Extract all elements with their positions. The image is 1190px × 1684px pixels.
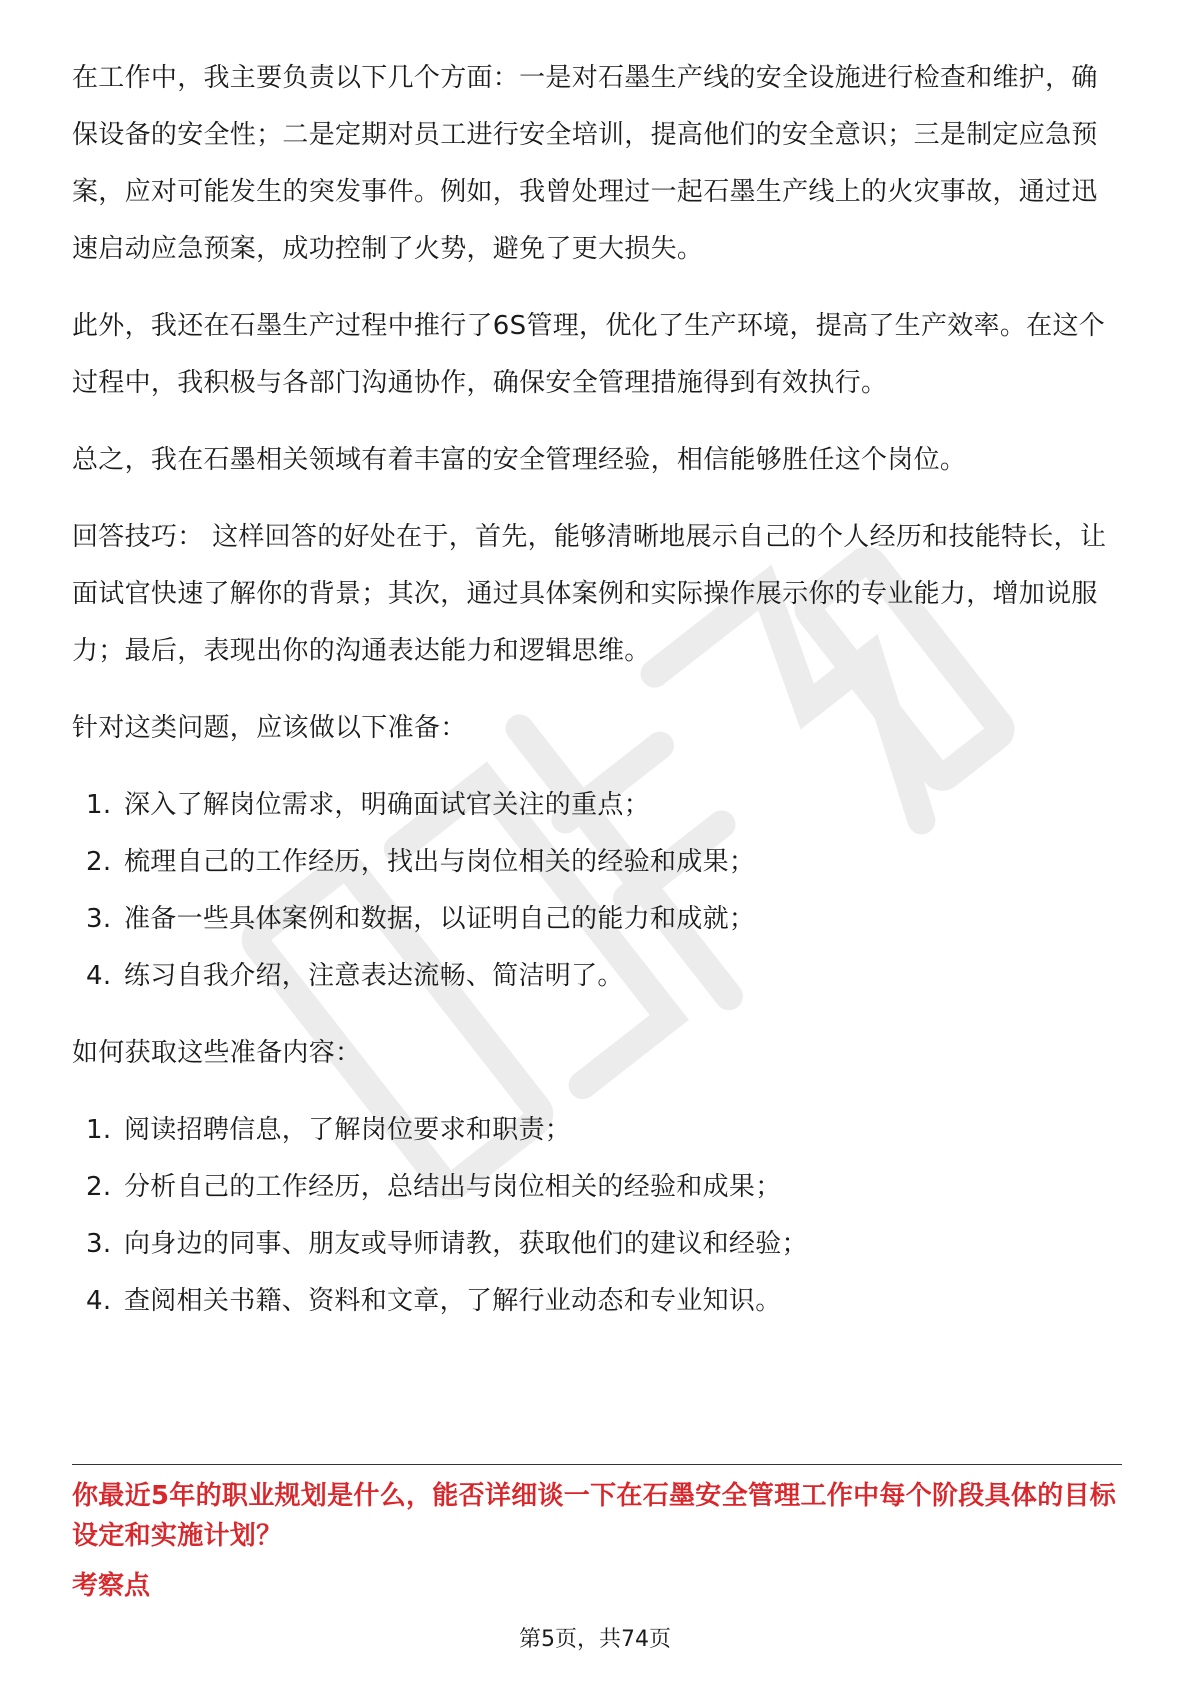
list-item: [72, 777, 1122, 834]
list-number: 4.: [86, 961, 112, 991]
list-item: [72, 834, 1122, 891]
list-number: 1.: [86, 790, 112, 820]
list-item: [72, 1216, 1122, 1273]
list-text: 查阅相关书籍、资料和文章，了解行业动态和专业知识。: [124, 1286, 782, 1316]
assessment-points-heading: 考察点: [72, 1571, 151, 1601]
list-number: 3.: [86, 904, 112, 934]
paragraph-how-to-heading: 如何获取这些准备内容：: [72, 1038, 362, 1068]
list-item: [72, 948, 1122, 1005]
list-text: 向身边的同事、朋友或导师请教，获取他们的建议和经验；: [124, 1229, 808, 1259]
list-text: 梳理自己的工作经历，找出与岗位相关的经验和成果；: [124, 847, 756, 877]
list-number: 3.: [86, 1229, 112, 1259]
list-number: 2.: [86, 1172, 112, 1202]
list-number: 2.: [86, 847, 112, 877]
list-item: [72, 891, 1122, 948]
paragraph-prep-heading: 针对这类问题，应该做以下准备：: [72, 713, 467, 743]
list-text: 阅读招聘信息，了解岗位要求和职责；: [124, 1115, 572, 1145]
list-text: 准备一些具体案例和数据，以证明自己的能力和成就；: [124, 904, 756, 934]
main-content: [72, 50, 1122, 1350]
paragraph-answer-tips: 回答技巧： 这样回答的好处在于，首先，能够清晰地展示自己的个人经历和技能特长，让面试官快速了解你的背景；其次，通过具体案例和实际操作展示你的专业能力，增加说服力；最后，表现出你的沟通表达能力和逻辑思维。: [72, 522, 1107, 666]
paragraph-6s-management: 此外，我还在石墨生产过程中推行了6S管理，优化了生产环境，提高了生产效率。在这个过程中，我积极与各部门沟通协作，确保安全管理措施得到有效执行。: [72, 311, 1106, 398]
paragraph-responsibilities: 在工作中，我主要负责以下几个方面：一是对石墨生产线的安全设施进行检查和维护，确保设备的安全性；二是定期对员工进行安全培训，提高他们的安全意识；三是制定应急预案，应对可能发生的突发事件。例如，我曾处理过一起石墨生产线上的火灾事故，通过迅速启动应急预案，成功控制了火势，避免了更大损失。: [72, 63, 1098, 264]
list-item: [72, 1159, 1122, 1216]
list-item: [72, 1273, 1122, 1330]
paragraph-summary: 总之，我在石墨相关领域有着丰富的安全管理经验，相信能够胜任这个岗位。: [72, 445, 967, 475]
list-number: 4.: [86, 1286, 112, 1316]
list-number: 1.: [86, 1115, 112, 1145]
prep-list: [72, 777, 1122, 1005]
list-text: 练习自我介绍，注意表达流畅、简洁明了。: [124, 961, 624, 991]
question-heading: 你最近5年的职业规划是什么，能否详细谈一下在石墨安全管理工作中每个阶段具体的目标设定和实施计划？: [72, 1481, 1117, 1551]
page-number-footer: 第5页，共74页: [519, 1627, 671, 1652]
section-divider: [72, 1464, 1122, 1465]
list-item: [72, 1102, 1122, 1159]
how-list: [72, 1102, 1122, 1330]
list-text: 深入了解岗位需求，明确面试官关注的重点；: [124, 790, 651, 820]
list-text: 分析自己的工作经历，总结出与岗位相关的经验和成果；: [124, 1172, 782, 1202]
